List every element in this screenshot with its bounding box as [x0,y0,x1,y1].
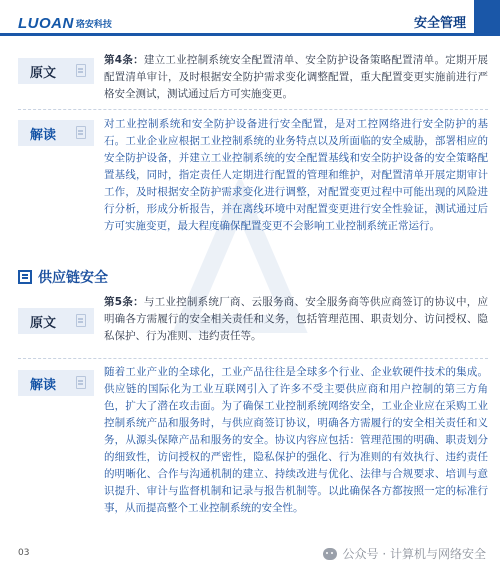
source-attribution [323,545,486,562]
interpretation-text: 随着工业产业的全球化，工业产品往往是全球多个行业、企业软硬件技术的集成。供应链的国际化为工业互联网引入了许多不受主要供应商和用户控制的第三方角色，扩大了潜在攻击面。为了确保工业控制系统网络安全，工业企业应在采购工业控制系统产品和服务时，与供应商签订协议，明确各方需履行的安全相关责任和义务，从源头保障产品和服务的安全。协议内容应包括：管理范围的明确、职责划分的细致性，访问授权的严密性，隐私保护的强化、行为准则的有效执行、违约责任的明晰化、合作与沟通机制的建立、持续改进与优化、法律与合规要求、培训与意识提升、审计与监督机制和记录与报告机制等。以此确保各方都按照一定的标准行事，从而提高整个工业控制系统的安全性。 [104,366,488,514]
clause-4-text [104,52,488,103]
document-icon [76,126,86,139]
clause-number: 第5条： [104,296,144,308]
interpretation-tag [18,370,94,396]
wechat-icon [323,548,337,560]
logo-wordmark: LUOAN [18,14,74,32]
section-heading-text: 供应链安全 [38,270,108,286]
header-rule [0,33,500,36]
page-header [0,0,500,44]
interpretation-text: 对工业控制系统和安全防护设备进行安全配置，是对工控网络进行安全防护的基石。工业企业应根据工业控制系统的业务特点以及所面临的安全威胁，部署相应的安全防护设备，并建立工业控制系统的安全配置基线和安全防护设备的安全策略配置基线，同时，指定责任人定期进行配置的管理和维护，对配置清单开展定期审计工作，及时根据安全防护需求变化进行调整，对配置变更过程中可能出现的风险进行分析，形成分析报告，并在离线环境中对配置变更进行安全性验证，测试通过后方可实施变更，最大程度确保配置变更不会影响工业控制系统正常运行。 [104,118,488,232]
clause-4-original [18,46,488,106]
clause-number: 第4条： [104,54,144,66]
clause-5-original [18,292,488,356]
original-text-tag [18,58,94,84]
tag-label: 解读 [30,127,57,143]
document-icon [76,314,86,327]
clause-4-interpretation [18,114,488,264]
document-icon [76,376,86,389]
list-icon [18,270,32,284]
document-icon [76,64,86,77]
logo-chinese-name: 珞安科技 [75,19,112,30]
company-logo [18,14,112,32]
section-heading-supply-chain [18,267,108,287]
section-divider [18,358,488,359]
interpretation-tag [18,120,94,146]
clause-body: 与工业控制系统厂商、云服务商、安全服务商等供应商签订的协议中，应明确各方需履行的安全相关责任和义务，包括管理范围、职责划分、访问授权、隐私保护、行为准则、违约责任等。 [104,296,488,342]
tag-label: 原文 [30,65,57,81]
clause-body: 建立工业控制系统安全配置清单、安全防护设备策略配置清单。定期开展配置清单审计，及时根据安全防护需求变化调整配置，重大配置变更实施前进行严格安全测试，测试通过后方可实施变更。 [104,54,488,100]
section-divider [18,109,488,110]
header-corner-accent [474,0,500,36]
clause-5-text [104,294,488,345]
tag-label: 原文 [30,315,57,331]
source-text: 公众号 · 计算机与网络安全 [342,547,486,561]
clause-5-interpretation [18,362,488,532]
header-category-title: 安全管理 [413,16,466,31]
page-number: 03 [18,548,30,558]
tag-label: 解读 [30,377,57,393]
original-text-tag [18,308,94,334]
